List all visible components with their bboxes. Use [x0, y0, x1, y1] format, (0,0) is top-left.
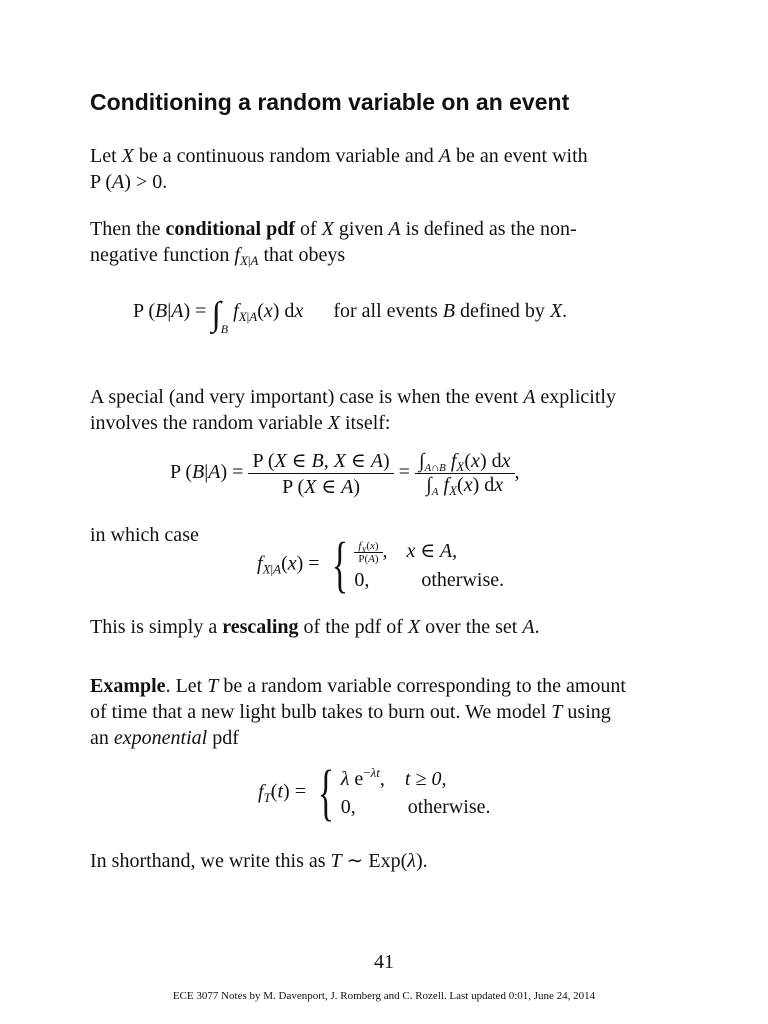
eq1-text2: defined by — [459, 300, 545, 322]
term-exponential: exponential — [113, 727, 208, 749]
para1-text: be a continuous random variable and — [138, 145, 434, 167]
example-line2: of time that a new light bulb takes to burn out. We model — [90, 701, 547, 723]
page-footer: ECE 3077 Notes by M. Davenport, J. Romberg and C. Rozell. Last updated 0:01, June 24, 2014 — [172, 990, 596, 1002]
cases1-cond2: otherwise. — [421, 569, 505, 591]
example-line1b: be a random variable corresponding to the amount — [223, 675, 626, 697]
fraction-1: $\frac{P (X \in B, X \in A)}{P (X \in A)}$ — [248, 448, 393, 499]
paragraph-conditional-pdf: Then the conditional pdf of X given A is defined as the non- negative function $f_{X|A}$ that obeys — [90, 218, 577, 268]
cases2-cond2: otherwise. — [407, 796, 491, 818]
example-line3a: an — [90, 727, 109, 749]
para5-lead: This is simply a — [90, 616, 218, 638]
page-number: 41 — [374, 951, 394, 973]
cases1-cond1: x ∈ A, — [406, 540, 458, 562]
para3-line1b: explicitly — [540, 386, 616, 408]
paragraph-shorthand: In shorthand, we write this as T ∼ Exp(λ). — [90, 850, 428, 872]
para2-mid3: is defined as the non- — [405, 218, 577, 240]
equation-exponential-pdf: $f_T(t)$ = { λ $e^{-\lambda t}$, t ≥ 0, 0, otherwise. — [258, 759, 491, 827]
term-conditional-pdf: conditional pdf — [165, 218, 296, 240]
eq1-text: for all events — [333, 300, 438, 322]
example-label: Example — [90, 675, 166, 697]
example-line1: . Let — [165, 675, 203, 697]
para2-line2: negative function — [90, 244, 230, 266]
paragraph-definition-setup: Let X be a continuous random variable and A be an event with P (A) > 0. — [90, 145, 588, 193]
section-title: Conditioning a random variable on an event — [90, 89, 570, 115]
para5-tail: of the pdf of — [303, 616, 403, 638]
paragraph-special-case: A special (and very important) case is when the event A explicitly involves the random variable X itself: — [90, 386, 616, 434]
example-line3b: pdf — [212, 727, 239, 749]
para3-line1a: A special (and very important) case is when the event — [90, 386, 519, 408]
para1-tail: be an event with — [456, 145, 588, 167]
para2-mid2: given — [338, 218, 384, 240]
para2-mid1: of — [300, 218, 317, 240]
term-rescaling: rescaling — [222, 616, 299, 638]
para3-line2b: itself: — [344, 412, 391, 434]
cases2-cond1: t ≥ 0, — [404, 768, 447, 790]
equation-special-case: P (B|A) = $\frac{P (X \in B, X \in A)}{P (X \in A)}$ = $\frac{\int_{A\cap B} f_X(x) dx}{\int_A f_X(x) dx}$ , — [170, 450, 520, 498]
fraction-2: $\frac{\int_{A\cap B} f_X(x) dx}{\int_A f_X(x) dx}$ — [415, 450, 515, 497]
para5-tail2: over the set — [425, 616, 518, 638]
paragraph-in-which-case: in which case — [90, 524, 199, 546]
para2-line2-end: that obeys — [263, 244, 346, 266]
para3-line2a: involves the random variable — [90, 412, 323, 434]
para2-lead: Then the — [90, 218, 161, 240]
shorthand-text: In shorthand, we write this as — [90, 850, 326, 872]
paragraph-rescaling: This is simply a rescaling of the pdf of X over the set A. — [90, 616, 540, 638]
example-line2b: using — [567, 701, 611, 723]
paragraph-example: Example. Let T be a random variable corresponding to the amount of time that a new light bulb takes to burn out. We model T using an exponential pdf — [90, 675, 626, 749]
equation-conditional-pdf-cases: $f_{X|A}(x)$ = { $\frac{f_X(x)}{P(A)}$ , x ∈ A, 0, otherwise. — [257, 531, 505, 599]
equation-conditional-probability-integral: P $(B|A) = \int_B$ $f_{X|A}(x)$ dx for all events B defined by X. — [133, 296, 568, 336]
